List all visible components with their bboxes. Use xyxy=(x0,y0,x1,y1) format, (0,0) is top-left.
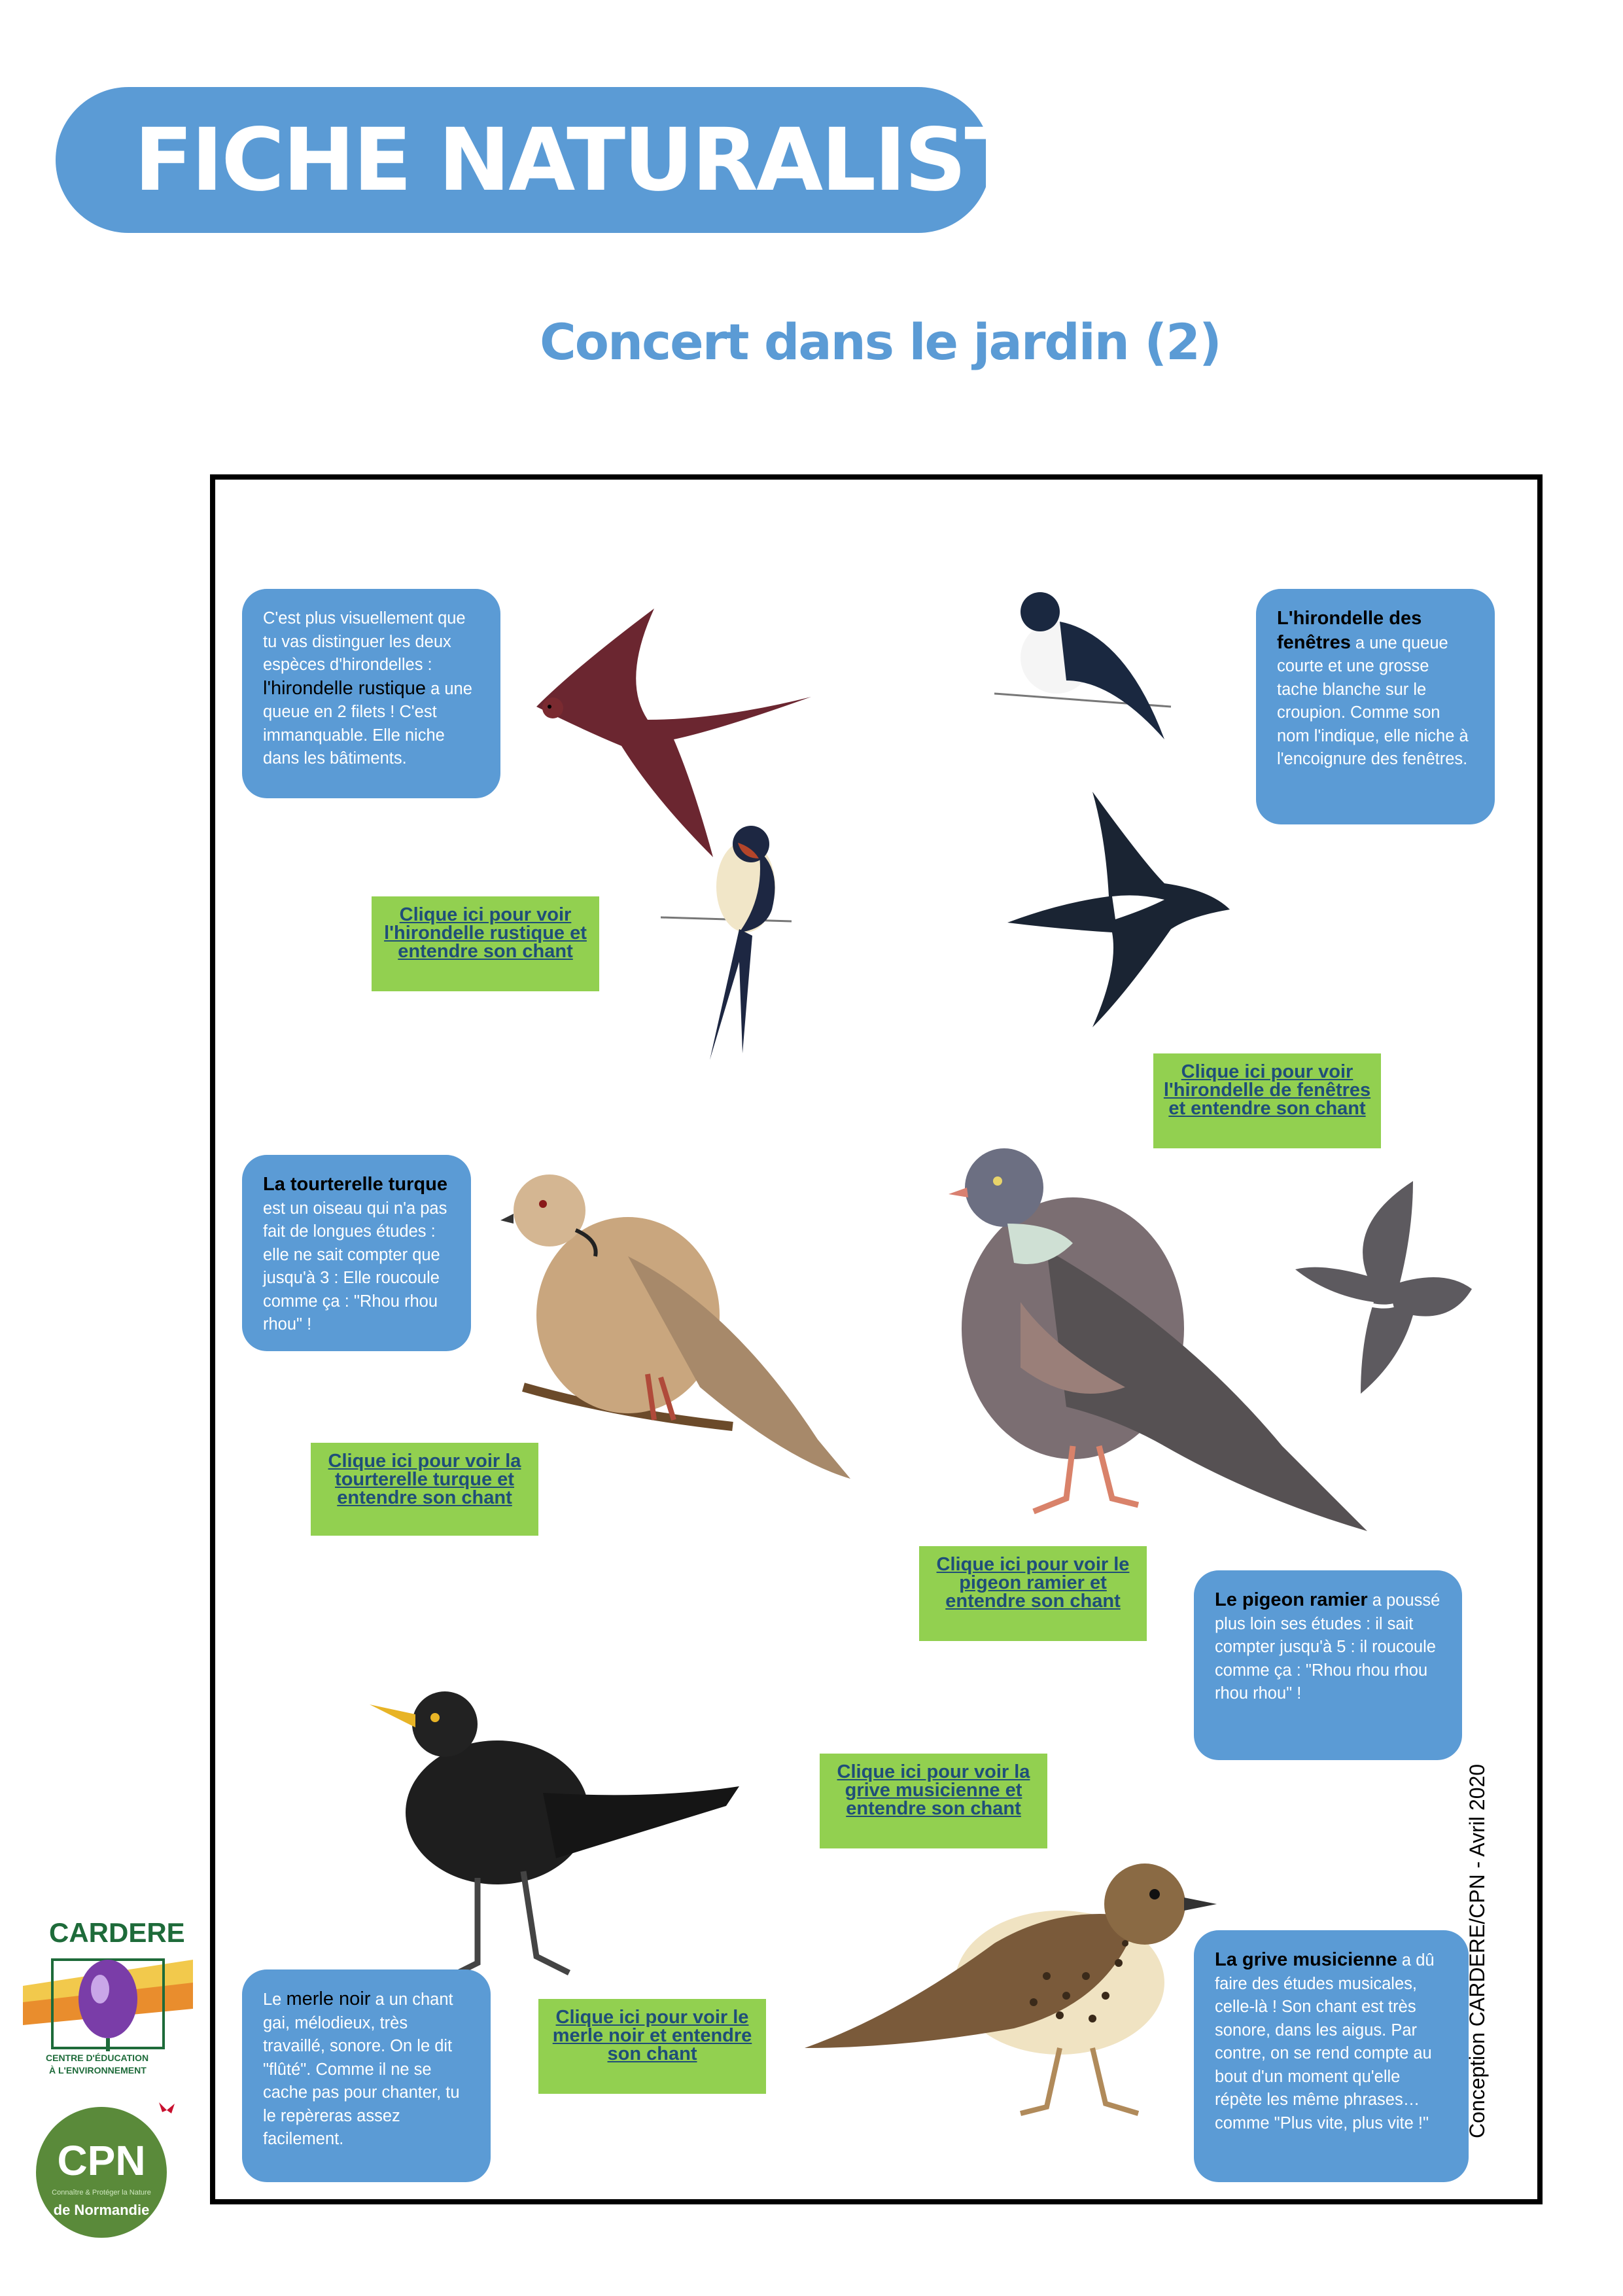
cardere-name: CARDERE xyxy=(49,1917,185,1948)
barn-swallow-perched-image xyxy=(661,818,798,1067)
bubble-highlight: Le pigeon ramier xyxy=(1215,1589,1368,1610)
cpn-tagline: Connaître & Protéger la Nature xyxy=(52,2189,151,2197)
song-thrush-link[interactable]: Clique ici pour voir la grive musicienne et entendre son chant xyxy=(820,1754,1047,1848)
wood-pigeon-flying-image xyxy=(1282,1178,1478,1400)
collared-dove-image xyxy=(484,1152,890,1505)
cpn-region: de Normandie xyxy=(53,2202,150,2218)
blackbird-image xyxy=(360,1675,752,1989)
bubble-highlight: L'hirondelle des fenêtres xyxy=(1277,608,1422,653)
info-bubble-blackbird: Le merle noir a un chant gai, mélodieux, très travaillé, sonore. On le dit "flûté". Comme il ne se cache pas pour chanter, tu le repèreras assez facilement. xyxy=(242,1969,491,2182)
bubble-highlight: merle noir xyxy=(286,1988,371,2009)
credit-text: Conception CARDERE/CPN - Avril 2020 xyxy=(1465,1763,1489,2138)
house-martin-link[interactable]: Clique ici pour voir l'hirondelle de fenêtres et entendre son chant xyxy=(1153,1053,1381,1148)
bubble-highlight: l'hirondelle rustique xyxy=(263,677,426,699)
page-subtitle: Concert dans le jardin (2) xyxy=(540,313,1221,371)
bubble-highlight: La grive musicienne xyxy=(1215,1949,1397,1970)
thistle-icon xyxy=(23,1947,193,2051)
butterfly-icon xyxy=(157,2100,177,2120)
cpn-logo xyxy=(36,2097,177,2238)
cardere-logo xyxy=(16,1917,196,2081)
blackbird-link[interactable]: Clique ici pour voir le merle noir et entendre son chant xyxy=(538,1999,766,2094)
bubble-highlight: La tourterelle turque xyxy=(263,1174,447,1195)
cardere-line2: À L'ENVIRONNEMENT xyxy=(49,2065,147,2075)
info-bubble-song-thrush: La grive musicienne a dû faire des études musicales, celle-là ! Son chant est très sonore, dans les aigus. Par contre, on se rend compte au bout d'un moment qu'elle répète les même phrases… comme "Plus vite, plus vite !" xyxy=(1194,1930,1469,2182)
info-bubble-wood-pigeon: Le pigeon ramier a poussé plus loin ses études : il sait compter jusqu'à 5 : il roucoule comme ça : "Rhou rhou rhou rhou rhou" ! xyxy=(1194,1570,1462,1760)
info-bubble-collared-dove: La tourterelle turque est un oiseau qui n'a pas fait de longues études : elle ne sait compter que jusqu'à 3 : Elle roucoule comme ça : "Rhou rhou rhou" ! xyxy=(242,1155,471,1351)
cpn-name: CPN xyxy=(57,2137,146,2184)
barn-swallow-link[interactable]: Clique ici pour voir l'hirondelle rustique et entendre son chant xyxy=(372,896,599,991)
cardere-line1: CENTRE D'ÉDUCATION xyxy=(46,2053,149,2063)
song-thrush-image xyxy=(798,1832,1223,2127)
info-bubble-barn-swallow: C'est plus visuellement que tu vas distinguer les deux espèces d'hirondelles : l'hirondelle rustique a une queue en 2 filets ! C'est immanquable. Elle niche dans les bâtiments. xyxy=(242,589,500,798)
collared-dove-link[interactable]: Clique ici pour voir la tourterelle turque et entendre son chant xyxy=(311,1443,538,1536)
house-martin-flying-image xyxy=(994,772,1256,1034)
page-title: FICHE NATURALISTE xyxy=(134,110,1079,211)
wood-pigeon-link[interactable]: Clique ici pour voir le pigeon ramier et entendre son chant xyxy=(919,1546,1147,1641)
info-bubble-house-martin: L'hirondelle des fenêtres a une queue courte et une grosse tache blanche sur le croupion. Comme son nom l'indique, elle niche à l'encoignure des fenêtres. xyxy=(1256,589,1495,824)
house-martin-perched-image xyxy=(994,582,1178,759)
